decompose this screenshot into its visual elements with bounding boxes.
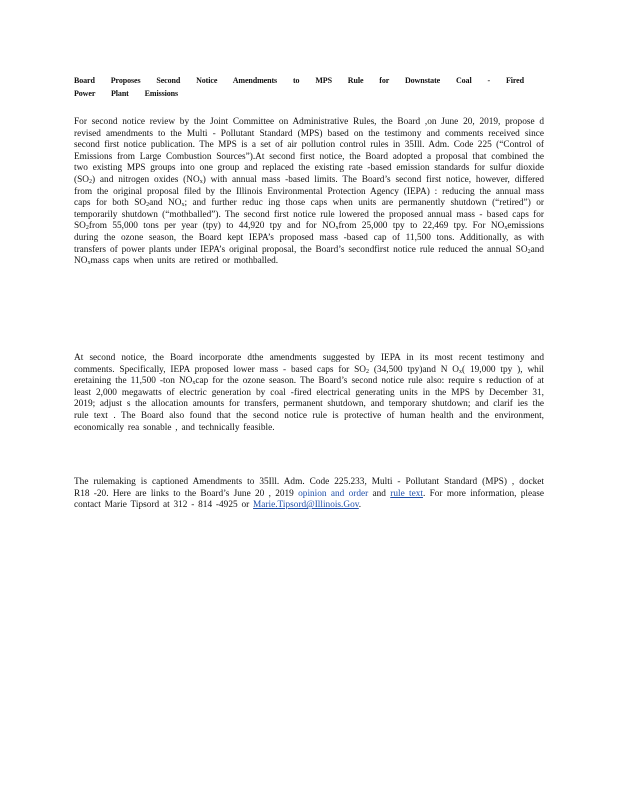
opinion-and-order-link[interactable]: opinion and order (298, 488, 369, 499)
subscript: 2 (85, 225, 89, 232)
text-segment: . For more information, please contact Marie Tipsord at 312 - 814 -4925 or (74, 488, 544, 511)
email-link[interactable]: Marie.Tipsord@Illinois.Gov (253, 500, 359, 511)
subscript: 2 (366, 368, 370, 375)
subscript: 2 (88, 178, 92, 185)
text-segment: . (358, 500, 362, 511)
subscript: x (504, 225, 508, 232)
paragraph-1 (74, 117, 544, 268)
rule-text-link[interactable]: rule text (390, 488, 423, 499)
text-segment: from 55,000 tons per year (tpy) to 44,920 tpy and for NO (88, 221, 336, 232)
text-segment: mass caps when units are retired or mothballed. (90, 256, 279, 267)
subscript: 2 (527, 248, 531, 255)
paragraph-3 (74, 477, 544, 512)
text-segment: and NO (149, 198, 182, 209)
page-title: Board Proposes Second Notice Amendments to MPS Rule for Downstate Coal - Fired Power Plant Emissions (74, 76, 524, 98)
text-segment: (34,500 tpy)and N O (369, 364, 460, 375)
text-segment: and (372, 488, 386, 499)
text-segment: At second notice, the Board incorporate dthe amendments suggested by IEPA in its most recent testimony and comments. Specifically, IEPA proposed lower mass - based caps for SO (74, 353, 544, 375)
subscript: x (199, 178, 203, 185)
text-segment: from 25,000 tpy to 22,469 tpy. For NO (338, 221, 505, 232)
subscript: x (87, 260, 91, 267)
text-segment: ) and nitrogen oxides (NO (91, 174, 200, 185)
text-segment: ) with annual mass -based limits. The Board’s second first notice, however, differed from the original proposal filed by the Illinois Environmental Protection Agency (IEPA) : reducing the annual mass caps for both SO (74, 174, 544, 209)
subscript: x (192, 380, 196, 387)
subscript: 2 (146, 202, 150, 209)
text-segment: cap for the ozone season. The Board’s second notice rule also: require s reduction of at least 2,000 megawatts of electric generation by coal -fired electrical generating units in the MPS by December 31, 2019; adjust s the allocation amounts for transfers, permanent shutdown, and temporary shutdown; and clarif ies the rule text . The Board also found that the second notice rule is protective of human health and the environment, economically rea sonable , and technically feasible. (74, 376, 544, 433)
text-segment: The rulemaking is captioned Amendments to 35Ill. Adm. Code 225.233, Multi - Pollutant Standard (MPS) , docket R18 -20. Here are links to the Board’s June 20 , 2019 (74, 477, 544, 499)
subscript: x (181, 202, 185, 209)
text-segment: ; and further reduc ing those caps when units are permanently shutdown (“retired”) or temporarily shutdown (“mothballed”). The second first notice rule lowered the proposed annual mass - based caps for SO (74, 198, 544, 232)
paragraph-2 (74, 353, 544, 434)
subscript: x (459, 368, 463, 375)
text-segment: and NO (74, 244, 544, 267)
text-segment: ( 19,000 tpy ), whil eretaining the 11,500 -ton NO (74, 364, 544, 387)
text-segment: For second notice review by the Joint Committee on Administrative Rules, the Board ,on June 20, 2019, propose d revised amendments to the Multi - Pollutant Standard (MPS) based on the testimony and comments received since second first notice publication. The MPS is a set of air pollution control rules in 35Ill. Adm. Code 225 (“Control of Emissions from Large Combustion Sources”).At second first notice, the Board adopted a proposal that combined the two existing MPS groups into one group and replaced the existing rate -based emission standards for sulfur dioxide (SO (74, 117, 544, 185)
text-segment: emissions during the ozone season, the Board kept IEPA’s proposed mass -based cap of 11,500 tons. Additionally, as with transfers of power plants under IEPA’s original proposal, the Board’s secondfirst notice rule reduced the annual SO (74, 221, 544, 255)
subscript: x (335, 225, 339, 232)
